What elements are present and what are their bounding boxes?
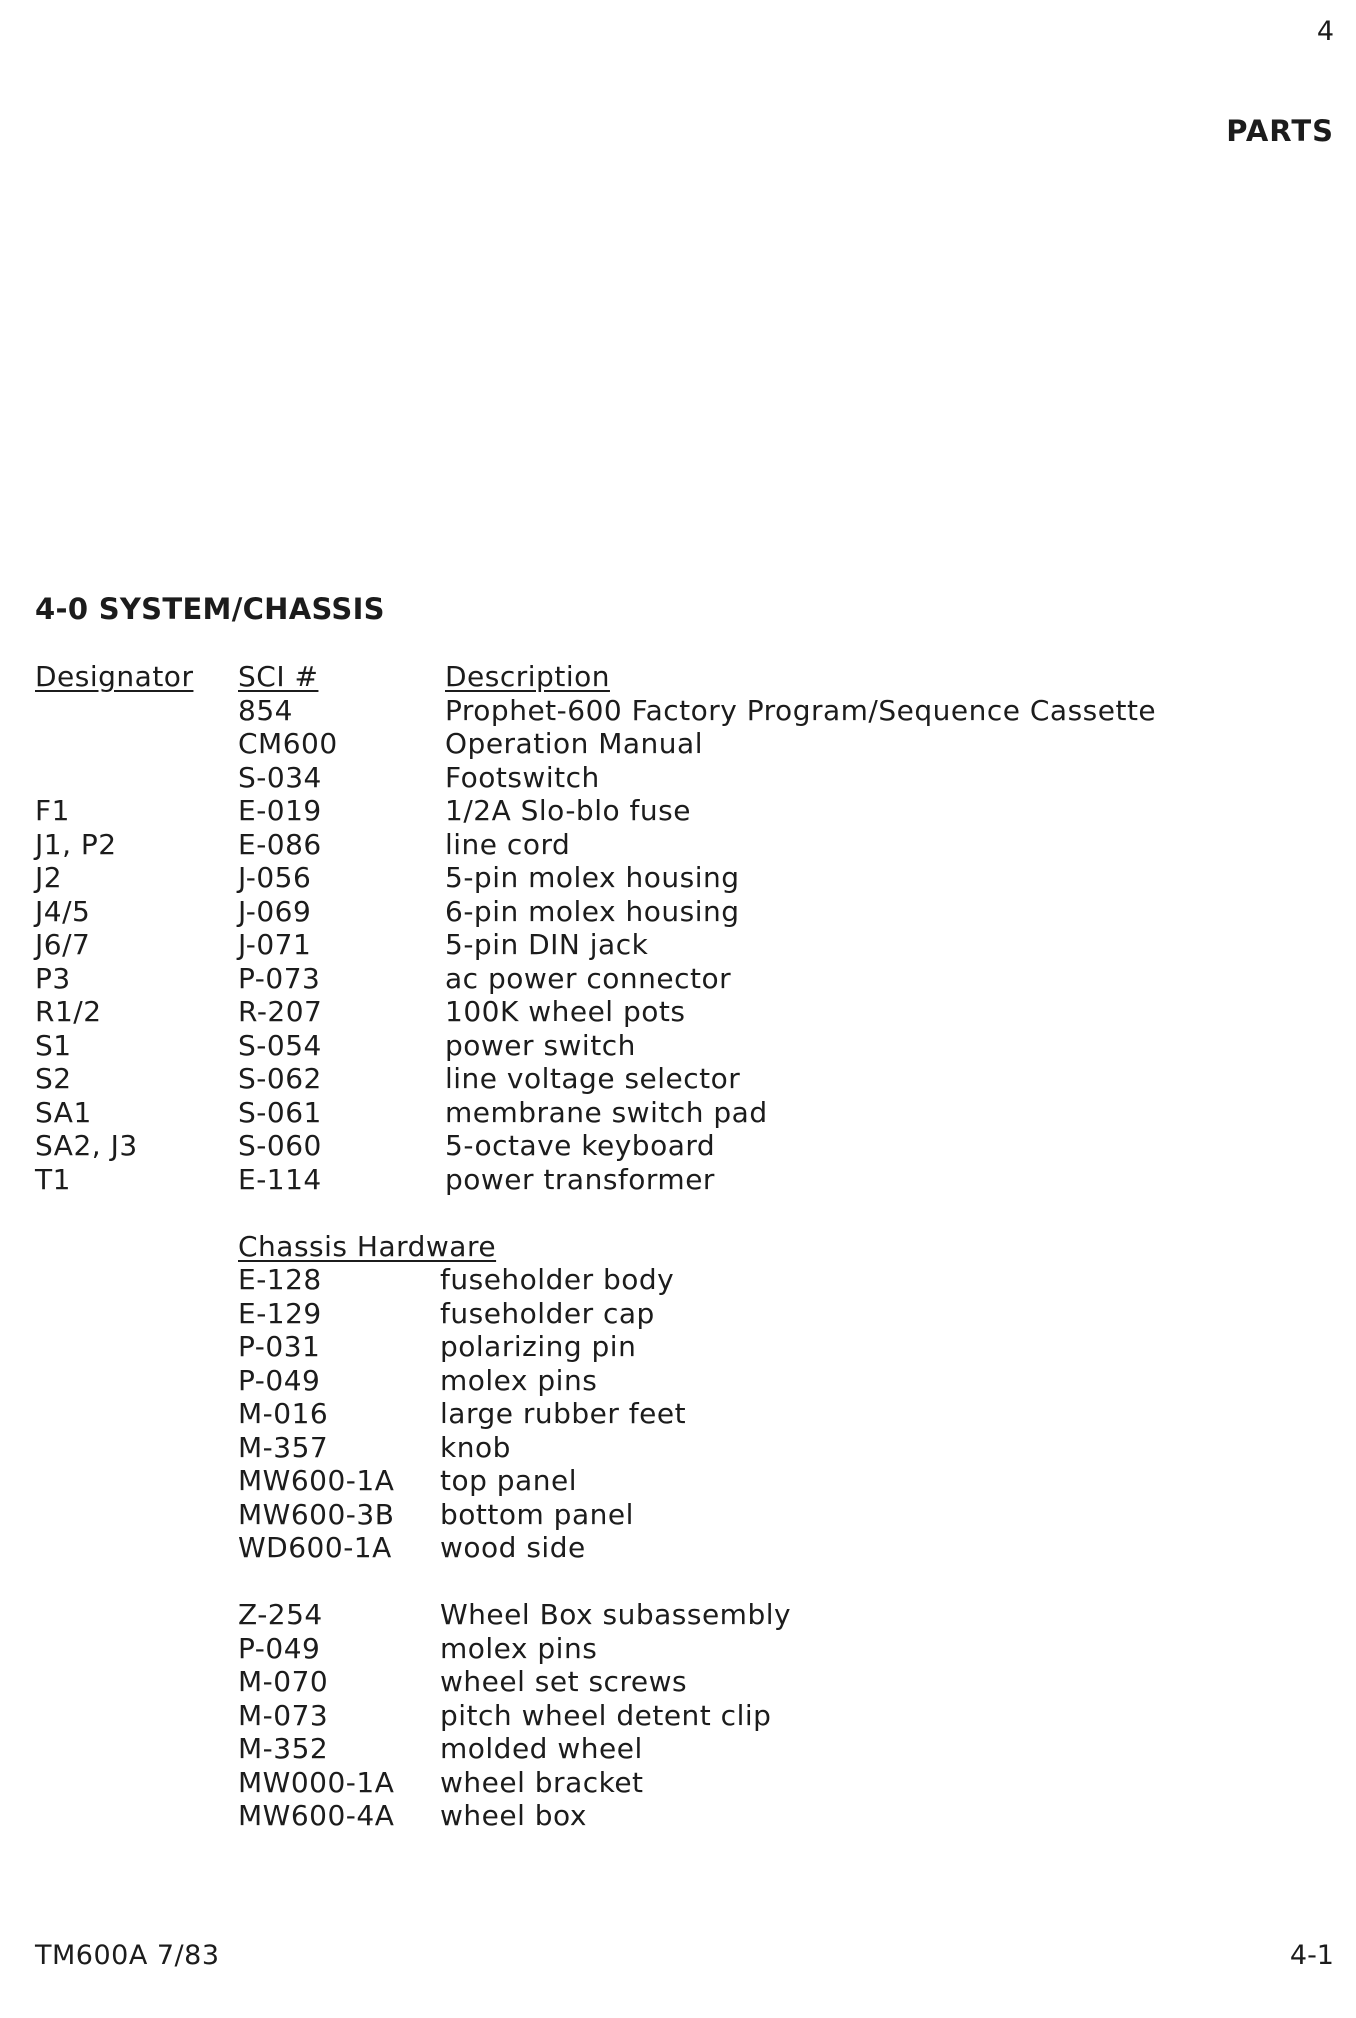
sci-cell: S-062 bbox=[238, 1062, 322, 1095]
designator-header: Designator bbox=[35, 660, 194, 693]
section-heading: 4-0 SYSTEM/CHASSIS bbox=[35, 592, 385, 626]
description-cell: molex pins bbox=[440, 1631, 598, 1665]
table-row bbox=[35, 1330, 1295, 1364]
description-cell: large rubber feet bbox=[440, 1397, 687, 1430]
table-row bbox=[35, 1364, 1295, 1398]
sci-header: SCI # bbox=[238, 660, 319, 693]
sci-cell: J-071 bbox=[238, 928, 312, 961]
description-cell: 5-pin molex housing bbox=[445, 861, 740, 894]
description-cell: bottom panel bbox=[440, 1497, 634, 1531]
designator-cell: J1, P2 bbox=[35, 827, 117, 861]
designator-cell: S1 bbox=[35, 1028, 72, 1062]
description-cell: wheel box bbox=[440, 1799, 587, 1832]
chassis-hardware-section bbox=[35, 1230, 1295, 1565]
table-row bbox=[35, 727, 1295, 761]
system-parts-list bbox=[35, 694, 1295, 1197]
table-row bbox=[35, 1598, 1295, 1632]
description-cell: fuseholder cap bbox=[440, 1296, 655, 1330]
designator-cell: SA1 bbox=[35, 1095, 92, 1129]
table-row bbox=[35, 1263, 1295, 1297]
description-cell: line voltage selector bbox=[445, 1062, 741, 1095]
table-row bbox=[35, 1431, 1295, 1465]
description-cell: 5-pin DIN jack bbox=[445, 928, 649, 961]
designator-cell: SA2, J3 bbox=[35, 1129, 138, 1162]
table-row bbox=[35, 694, 1295, 728]
description-cell: polarizing pin bbox=[440, 1330, 637, 1363]
sci-cell: P-073 bbox=[238, 961, 321, 995]
sci-cell: M-352 bbox=[238, 1732, 329, 1765]
table-row bbox=[35, 1799, 1295, 1833]
description-cell: 1/2A Slo-blo fuse bbox=[445, 794, 691, 827]
description-cell: molex pins bbox=[440, 1363, 598, 1397]
sci-cell: M-016 bbox=[238, 1397, 329, 1430]
designator-cell: J2 bbox=[35, 861, 63, 894]
table-row bbox=[35, 1498, 1295, 1532]
chapter-title: PARTS bbox=[1226, 114, 1334, 148]
table-header-row bbox=[35, 660, 1295, 694]
sci-cell: MW000-1A bbox=[238, 1765, 395, 1799]
designator-cell: P3 bbox=[35, 961, 71, 995]
table-row bbox=[35, 1464, 1295, 1498]
sci-cell: MW600-1A bbox=[238, 1464, 395, 1497]
table-row bbox=[35, 861, 1295, 895]
section-spacer bbox=[35, 1565, 1295, 1599]
description-cell: wheel bracket bbox=[440, 1765, 644, 1799]
table-row bbox=[35, 1029, 1295, 1063]
designator-cell: J4/5 bbox=[35, 894, 91, 928]
sci-cell: CM600 bbox=[238, 727, 338, 760]
table-row bbox=[35, 1397, 1295, 1431]
sci-cell: S-060 bbox=[238, 1129, 322, 1162]
description-cell: knob bbox=[440, 1430, 511, 1464]
sci-cell: R-207 bbox=[238, 995, 323, 1028]
footer-document-code: TM600A 7/83 bbox=[35, 1940, 220, 1971]
table-row bbox=[35, 928, 1295, 962]
sci-cell: E-114 bbox=[238, 1162, 322, 1196]
sci-cell: P-031 bbox=[238, 1330, 321, 1363]
table-row bbox=[35, 761, 1295, 795]
sci-cell: MW600-4A bbox=[238, 1799, 395, 1832]
chassis-hardware-heading-row bbox=[35, 1230, 1295, 1264]
description-cell: Prophet-600 Factory Program/Sequence Cassette bbox=[445, 693, 1157, 727]
description-cell: ac power connector bbox=[445, 961, 732, 995]
wheel-box-section bbox=[35, 1598, 1295, 1833]
description-cell: Operation Manual bbox=[445, 727, 703, 760]
sci-cell: E-129 bbox=[238, 1296, 322, 1330]
designator-cell: S2 bbox=[35, 1062, 72, 1095]
description-cell: top panel bbox=[440, 1464, 577, 1497]
description-cell: molded wheel bbox=[440, 1732, 643, 1765]
description-cell: wood side bbox=[440, 1531, 586, 1564]
description-cell: membrane switch pad bbox=[445, 1095, 768, 1129]
table-row bbox=[35, 1665, 1295, 1699]
section-spacer bbox=[35, 1196, 1295, 1230]
designator-cell: F1 bbox=[35, 794, 70, 827]
description-cell: wheel set screws bbox=[440, 1665, 688, 1698]
sci-cell: WD600-1A bbox=[238, 1531, 392, 1564]
table-row bbox=[35, 1096, 1295, 1130]
footer-page-number: 4-1 bbox=[1289, 1940, 1334, 1971]
table-row bbox=[35, 995, 1295, 1029]
sci-cell: E-128 bbox=[238, 1263, 322, 1296]
sci-cell: P-049 bbox=[238, 1363, 321, 1397]
sci-cell: Z-254 bbox=[238, 1598, 323, 1631]
description-cell: power switch bbox=[445, 1028, 636, 1062]
chassis-hardware-heading: Chassis Hardware bbox=[238, 1229, 497, 1263]
sci-cell: J-069 bbox=[238, 894, 312, 928]
sci-cell: E-086 bbox=[238, 827, 322, 861]
description-cell: power transformer bbox=[445, 1162, 715, 1196]
sci-cell: M-073 bbox=[238, 1698, 329, 1732]
page-number: 4 bbox=[1316, 16, 1334, 47]
sci-cell: MW600-3B bbox=[238, 1497, 395, 1531]
table-row bbox=[35, 794, 1295, 828]
sci-cell: P-049 bbox=[238, 1631, 321, 1665]
table-row bbox=[35, 1163, 1295, 1197]
designator-cell: R1/2 bbox=[35, 995, 102, 1028]
description-cell: 6-pin molex housing bbox=[445, 894, 740, 928]
table-row bbox=[35, 1297, 1295, 1331]
table-row bbox=[35, 1732, 1295, 1766]
table-row bbox=[35, 1699, 1295, 1733]
description-cell: 5-octave keyboard bbox=[445, 1129, 716, 1162]
sci-cell: 854 bbox=[238, 693, 293, 727]
sci-cell: E-019 bbox=[238, 794, 322, 827]
table-row bbox=[35, 828, 1295, 862]
table-row bbox=[35, 962, 1295, 996]
table-row bbox=[35, 1129, 1295, 1163]
designator-cell: J6/7 bbox=[35, 928, 91, 961]
description-cell: Wheel Box subassembly bbox=[440, 1598, 792, 1631]
table-row bbox=[35, 1766, 1295, 1800]
parts-table bbox=[35, 660, 1295, 1833]
sci-cell: M-070 bbox=[238, 1665, 329, 1698]
description-header: Description bbox=[445, 660, 610, 693]
sci-cell: S-034 bbox=[238, 760, 322, 794]
description-cell: line cord bbox=[445, 827, 571, 861]
table-row bbox=[35, 1632, 1295, 1666]
description-cell: fuseholder body bbox=[440, 1263, 675, 1296]
description-cell: pitch wheel detent clip bbox=[440, 1698, 772, 1732]
description-cell: Footswitch bbox=[445, 760, 600, 794]
sci-cell: M-357 bbox=[238, 1430, 329, 1464]
table-row bbox=[35, 895, 1295, 929]
designator-cell: T1 bbox=[35, 1162, 71, 1196]
sci-cell: S-061 bbox=[238, 1095, 322, 1129]
sci-cell: J-056 bbox=[238, 861, 312, 894]
sci-cell: S-054 bbox=[238, 1028, 322, 1062]
table-row bbox=[35, 1531, 1295, 1565]
table-row bbox=[35, 1062, 1295, 1096]
description-cell: 100K wheel pots bbox=[445, 995, 686, 1028]
